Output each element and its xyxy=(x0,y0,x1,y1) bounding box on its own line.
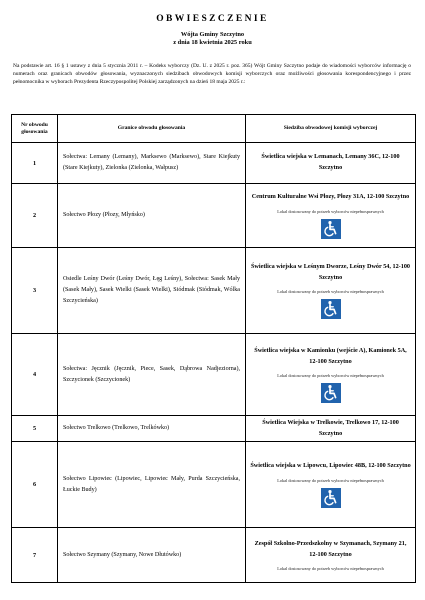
commission-seat-cell xyxy=(246,143,416,184)
header-district-borders: Granice obwodu głosowania xyxy=(58,115,246,143)
district-number: 7 xyxy=(12,528,58,583)
district-borders: Osiedle Leśny Dwór (Leśny Dwór, Łęg Leśny), Sołectwa: Sasek Mały (Sasek Mały), Sasek Wielki (Sasek Wielki), Siódmak (Siódmak, Wólka Szczycieńska) xyxy=(58,248,246,334)
table-row xyxy=(12,416,416,442)
commission-seat-cell xyxy=(246,334,416,416)
commission-seat: Świetlica wiejska w Lipowcu, Lipowiec 48B, 12-100 Szczytno xyxy=(250,462,411,470)
document-subtitle xyxy=(0,31,425,47)
accessibility-note: Lokal dostosowany do potrzeb wyborców niepełnosprawnych xyxy=(277,477,384,483)
district-borders: Sołectwa: Lemany (Lemany), Marksewo (Marksewo), Stare Kiejkuty (Stare Kiejkuty), Zielonka (Zielonka, Wałpusz) xyxy=(58,143,246,184)
district-borders: Sołectwa: Jęcznik (Jęcznik, Piece, Sasek, Dąbrowa Nadjeziorna), Szczycionek (Szczycionek) xyxy=(58,334,246,416)
date-line: z dnia 18 kwietnia 2025 roku xyxy=(173,39,252,46)
table-row xyxy=(12,442,416,528)
district-number: 1 xyxy=(12,143,58,184)
voting-districts-table xyxy=(11,114,416,583)
commission-seat: Centrum Kulturalne Wsi Płozy, Płozy 31A, 12-100 Szczytno xyxy=(251,193,410,201)
accessibility-note: Lokal dostosowany do potrzeb wyborców niepełnosprawnych xyxy=(277,566,384,572)
wheelchair-icon xyxy=(321,299,341,319)
issuer-line: Wójta Gminy Szczytno xyxy=(180,31,245,38)
district-borders: Sołectwo Szymany (Szymany, Nowe Dłutówko) xyxy=(58,528,246,583)
table-row xyxy=(12,143,416,184)
table-header-row xyxy=(12,115,416,143)
table-row xyxy=(12,184,416,248)
commission-seat-cell xyxy=(246,184,416,248)
table-row xyxy=(12,248,416,334)
commission-seat: Świetlica Wiejska w Trelkowie, Trelkowo 17, 12-100 Szczytno xyxy=(262,419,399,437)
commission-seat: Świetlica wiejska w Leśnym Dworze, Leśny Dwór 54, 12-100 Szczytno xyxy=(250,262,411,281)
wheelchair-icon xyxy=(321,383,341,403)
accessibility-note: Lokal dostosowany do potrzeb wyborców niepełnosprawnych xyxy=(277,373,384,379)
commission-seat-cell xyxy=(246,442,416,528)
commission-seat: Zespół Szkolno-Przedszkolny w Szymanach, Szymany 21, 12-100 Szczytno xyxy=(254,540,407,558)
district-number: 6 xyxy=(12,442,58,528)
table-row xyxy=(12,334,416,416)
district-borders: Sołectwo Płozy (Płozy, Młyńsko) xyxy=(58,184,246,248)
commission-seat-cell xyxy=(246,248,416,334)
district-number: 4 xyxy=(12,334,58,416)
accessibility-note: Lokal dostosowany do potrzeb wyborców niepełnosprawnych xyxy=(277,208,384,214)
district-number: 3 xyxy=(12,248,58,334)
district-borders: Sołectwo Trelkowo (Trelkowo, Trelkówko) xyxy=(58,416,246,442)
district-number: 5 xyxy=(12,416,58,442)
document-title: OBWIESZCZENIE xyxy=(156,14,269,24)
commission-seat-cell xyxy=(246,528,416,583)
district-number: 2 xyxy=(12,184,58,248)
district-borders: Sołectwo Lipowiec (Lipowiec, Lipowiec Mały, Purda Szczycieńska, Łuckie Budy) xyxy=(58,442,246,528)
wheelchair-icon xyxy=(321,219,341,239)
header-commission-seat: Siedziba obwodowej komisji wyborczej xyxy=(246,115,416,143)
wheelchair-icon xyxy=(321,488,341,508)
commission-seat: Świetlica wiejska w Lemanach, Lemany 36C, 12-100 Szczytno xyxy=(261,153,400,171)
commission-seat: Świetlica wiejska w Kamionku (wejście A), Kamionek 5A, 12-100 Szczytno xyxy=(254,346,407,365)
accessibility-note: Lokal dostosowany do potrzeb wyborców niepełnosprawnych xyxy=(277,289,384,295)
table-row xyxy=(12,528,416,583)
intro-paragraph: Na podstawie art. 16 § 1 ustawy z dnia 5 stycznia 2011 r. – Kodeks wyborczy (Dz. U. z 2025 r. poz. 365) Wójt Gminy Szczytno podaje do wiadomości wyborców informację o numerach oraz granicach obwodów głosowania, wyznaczonych siedzibach obwodowych komisji wyborczych oraz możliwości głosowania korespondencyjnego i przez pełnomocnika w wyborach Prezydenta Rzeczypospolitej Polskiej zarządzonych na dzień 18 maja 2025 r.: xyxy=(13,63,411,86)
commission-seat-cell xyxy=(246,416,416,442)
header-district-number: Nr obwodu głosowania xyxy=(12,115,58,143)
